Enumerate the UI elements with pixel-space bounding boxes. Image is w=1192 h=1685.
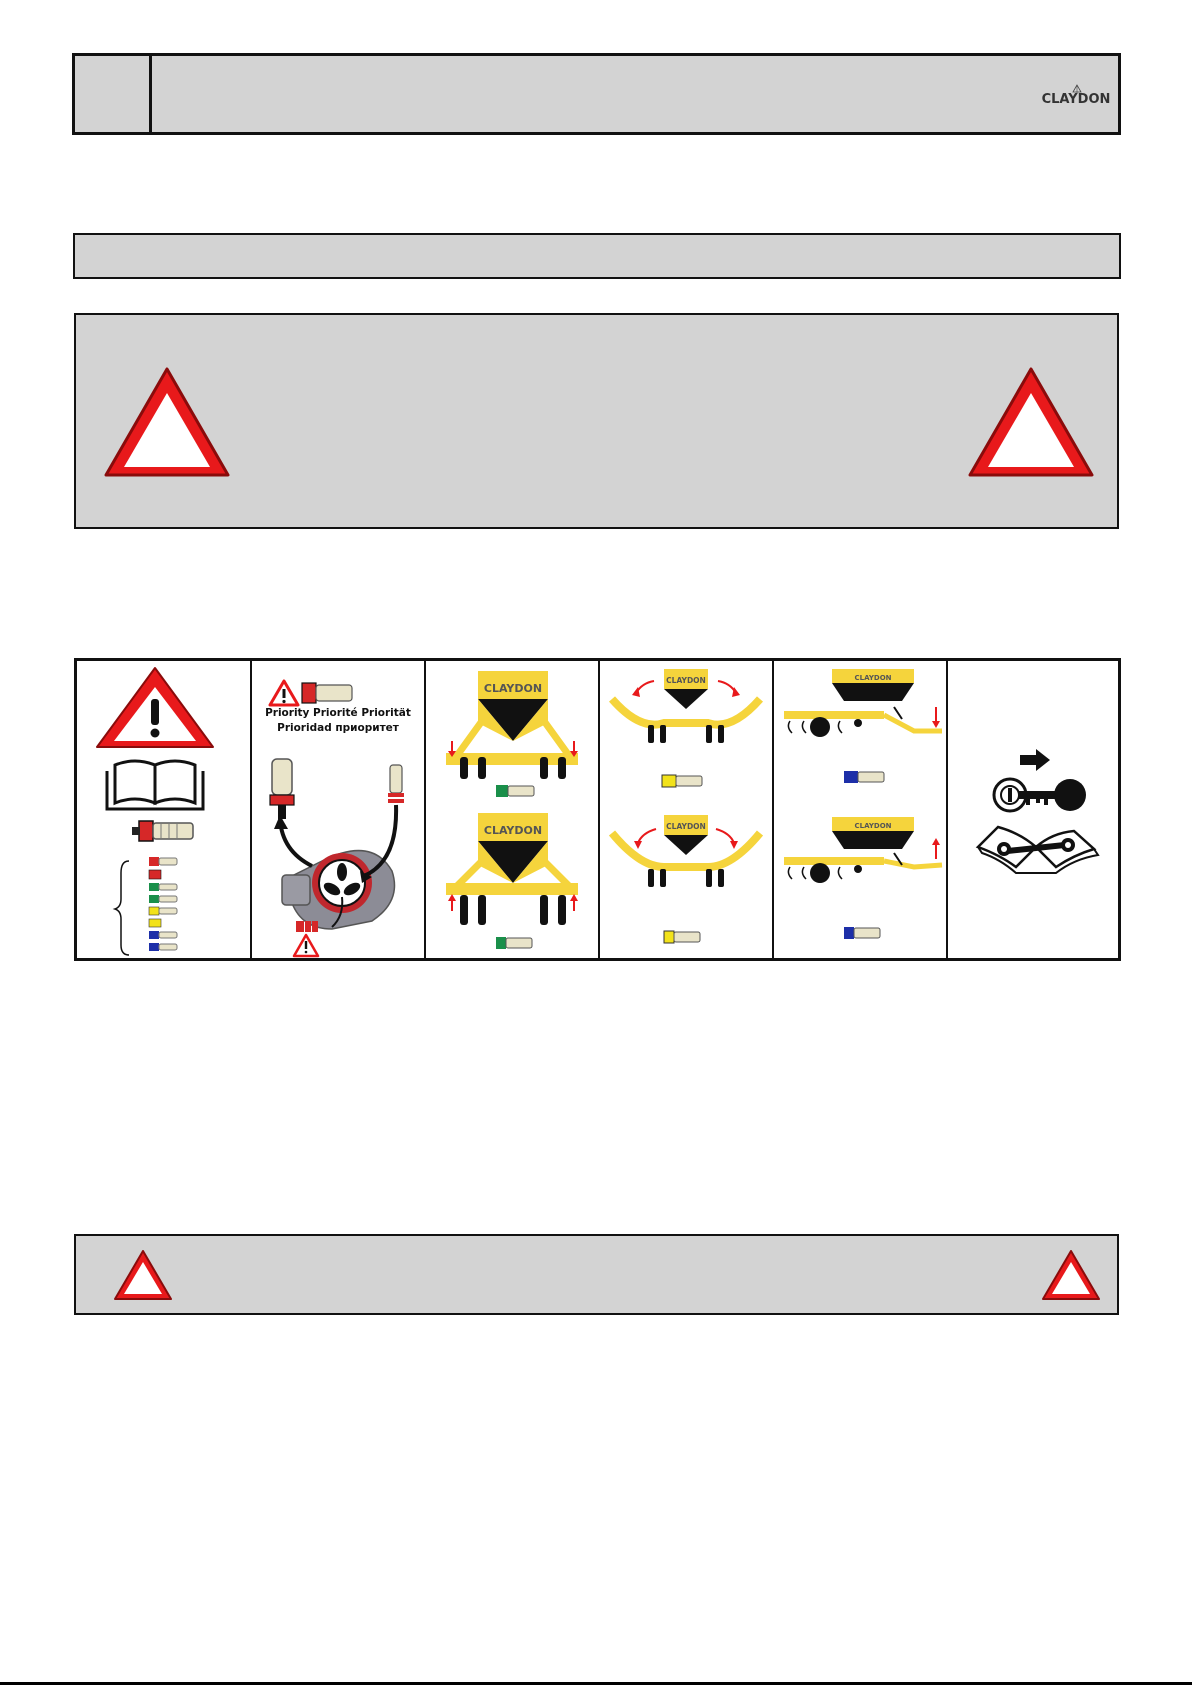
safety-decal-strip bbox=[74, 658, 1121, 961]
logo-text: CLAYDON bbox=[483, 682, 543, 695]
claydon-logo bbox=[1040, 84, 1112, 108]
machine-lowered bbox=[446, 671, 578, 779]
machine-raised bbox=[446, 813, 578, 925]
warning-box-lower bbox=[74, 1234, 1119, 1315]
warning-triangle-icon bbox=[100, 363, 234, 481]
arrow-up-icon bbox=[448, 894, 456, 911]
manual-wrench-icon bbox=[978, 827, 1098, 873]
key-icon bbox=[994, 779, 1086, 811]
side-view-raised bbox=[784, 817, 942, 883]
warning-box bbox=[74, 313, 1119, 529]
logo-text: CLAYDON bbox=[483, 824, 543, 837]
book-icon bbox=[107, 761, 203, 809]
coupler-list bbox=[149, 857, 177, 951]
hydraulic-coupler-icon bbox=[844, 927, 880, 939]
decal-panel-remove-key bbox=[948, 661, 1120, 958]
warning-triangle-icon bbox=[294, 935, 318, 956]
page-header bbox=[72, 53, 1121, 135]
arrow-right-icon bbox=[1020, 749, 1050, 771]
hydraulic-coupler-icon bbox=[132, 821, 193, 841]
priority-label-line1: Priority Priorité Priorität bbox=[265, 707, 411, 719]
decal-panel-wings-fold bbox=[600, 661, 774, 958]
decal-panel-fan-priority bbox=[252, 661, 426, 958]
hydraulic-coupler-icon bbox=[844, 771, 884, 783]
hydraulic-coupler-icon bbox=[496, 785, 534, 797]
hydraulic-coupler-icon bbox=[270, 759, 404, 819]
wings-lowered bbox=[612, 815, 760, 887]
hydraulic-coupler-icon bbox=[302, 683, 352, 703]
section-number-cell bbox=[72, 53, 152, 135]
logo-text: CLAYDON bbox=[854, 822, 892, 830]
warning-triangle-icon bbox=[270, 681, 298, 705]
logo-text: CLAYDON bbox=[1041, 92, 1111, 107]
wings-raised bbox=[612, 669, 760, 743]
warning-triangle-icon bbox=[97, 668, 213, 747]
logo-text: CLAYDON bbox=[666, 822, 706, 831]
decal-panel-wheels-lift bbox=[426, 661, 600, 958]
hydraulic-coupler-icon bbox=[664, 931, 700, 943]
drain-coupler bbox=[296, 921, 318, 932]
decal-panel-read-manual bbox=[77, 661, 252, 958]
warning-triangle-icon bbox=[1040, 1248, 1102, 1302]
priority-label-line2: Prioridad приоритет bbox=[277, 722, 399, 734]
warning-triangle-icon bbox=[964, 363, 1098, 481]
decal-panel-drawbar bbox=[774, 661, 948, 958]
section-title-bar bbox=[73, 233, 1121, 279]
arrow-up-icon bbox=[570, 894, 578, 911]
hydraulic-coupler-icon bbox=[496, 937, 532, 949]
logo-text: CLAYDON bbox=[666, 676, 706, 685]
arrow-down-icon bbox=[932, 707, 940, 728]
arrow-up-icon bbox=[932, 838, 940, 859]
warning-triangle-icon bbox=[112, 1248, 174, 1302]
side-view-lowered bbox=[784, 669, 942, 737]
hydraulic-coupler-icon bbox=[662, 775, 702, 787]
logo-text: CLAYDON bbox=[854, 674, 892, 682]
